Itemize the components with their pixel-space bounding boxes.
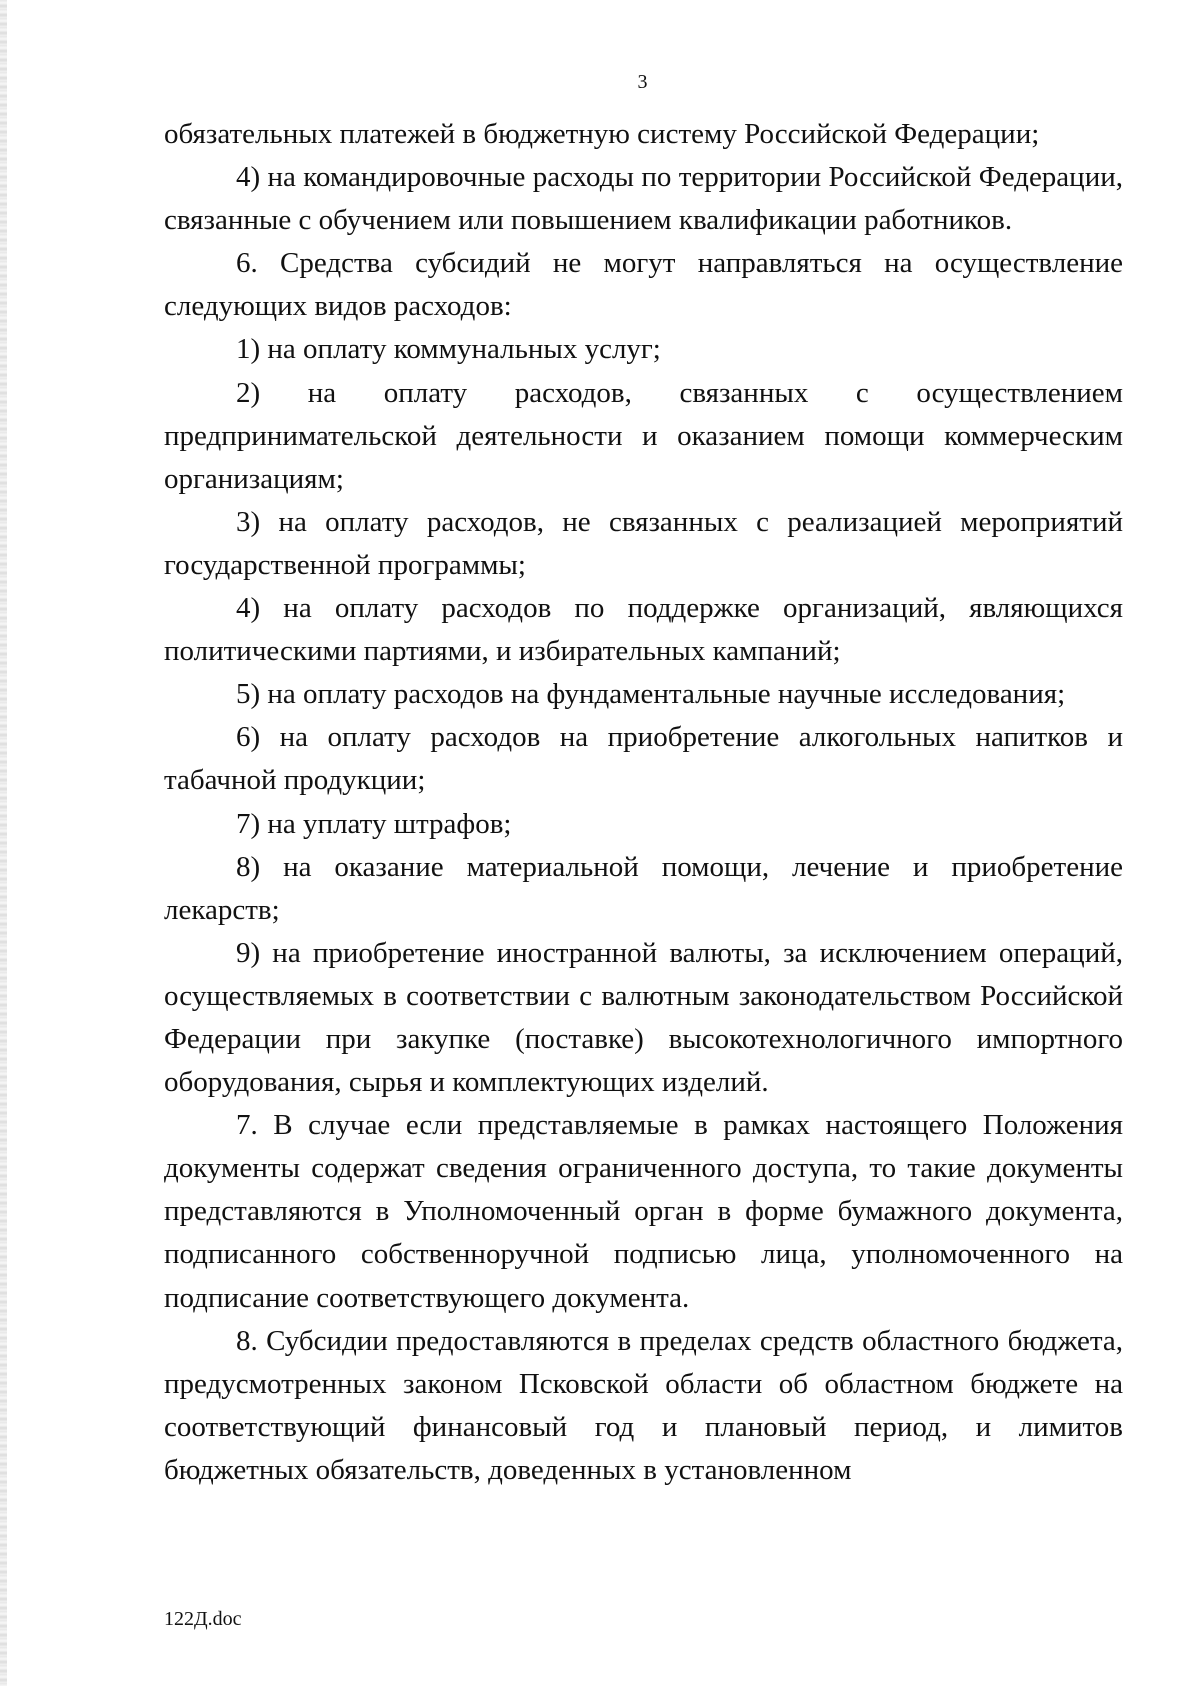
document-body <box>164 113 1123 1492</box>
paragraph-item-8-material-aid: 8) на оказание материальной помощи, лечение и приобретение лекарств; <box>164 850 1123 926</box>
paragraph-item-6-alcohol-tobacco: 6) на оплату расходов на приобретение алкогольных напитков и табачной продукции; <box>164 721 1123 797</box>
paragraph-clause-7: 7. В случае если представляемые в рамках настоящего Положения документы содержат сведения ограниченного доступа, то такие документы представляются в Уполномоченный орган в форме бумажного документа, подписанного собственноручной подписью лица, уполномоченного на подписание соответствующего документа. <box>164 1109 1123 1314</box>
paragraph-continuation: обязательных платежей в бюджетную систему Российской Федерации; <box>164 118 1040 150</box>
paragraph-item-5-fundamental-research: 5) на оплату расходов на фундаментальные научные исследования; <box>236 678 1066 711</box>
paragraph-item-4-political-parties: 4) на оплату расходов по поддержке организаций, являющихся политическими партиями, и избирательных кампаний; <box>164 592 1123 668</box>
paragraph-item-4-travel-expenses: 4) на командировочные расходы по территории Российской Федерации, связанные с обучением или повышением квалификации работников. <box>164 161 1123 237</box>
paragraph-item-2-business-expenses: 2) на оплату расходов, связанных с осуществлением предпринимательской деятельности и оказанием помощи коммерческим организациям; <box>164 376 1123 495</box>
paragraph-clause-8: 8. Субсидии предоставляются в пределах средств областного бюджета, предусмотренных законом Псковской области об областном бюджете на соответствующий финансовый год и плановый период, и лимитов бюджетных обязательств, доведенных в установленном <box>164 1324 1123 1486</box>
paragraph-item-3-unrelated-expenses: 3) на оплату расходов, не связанных с реализацией мероприятий государственной программы; <box>164 505 1123 581</box>
paragraph-item-7-fines: 7) на уплату штрафов; <box>236 807 512 840</box>
paragraph-item-9-foreign-currency: 9) на приобретение иностранной валюты, за исключением операций, осуществляемых в соответствии с валютным законодательством Российской Федерации при закупке (поставке) высокотехнологичного импортного оборудования, сырья и комплектующих изделий. <box>164 936 1123 1099</box>
paragraph-clause-6: 6. Средства субсидий не могут направляться на осуществление следующих видов расходов: <box>164 247 1123 323</box>
footer-filename: 122Д.doc <box>164 1608 242 1630</box>
paragraph-item-1-utilities: 1) на оплату коммунальных услуг; <box>236 333 661 366</box>
page-number: 3 <box>637 71 648 93</box>
scan-edge <box>0 0 7 1686</box>
